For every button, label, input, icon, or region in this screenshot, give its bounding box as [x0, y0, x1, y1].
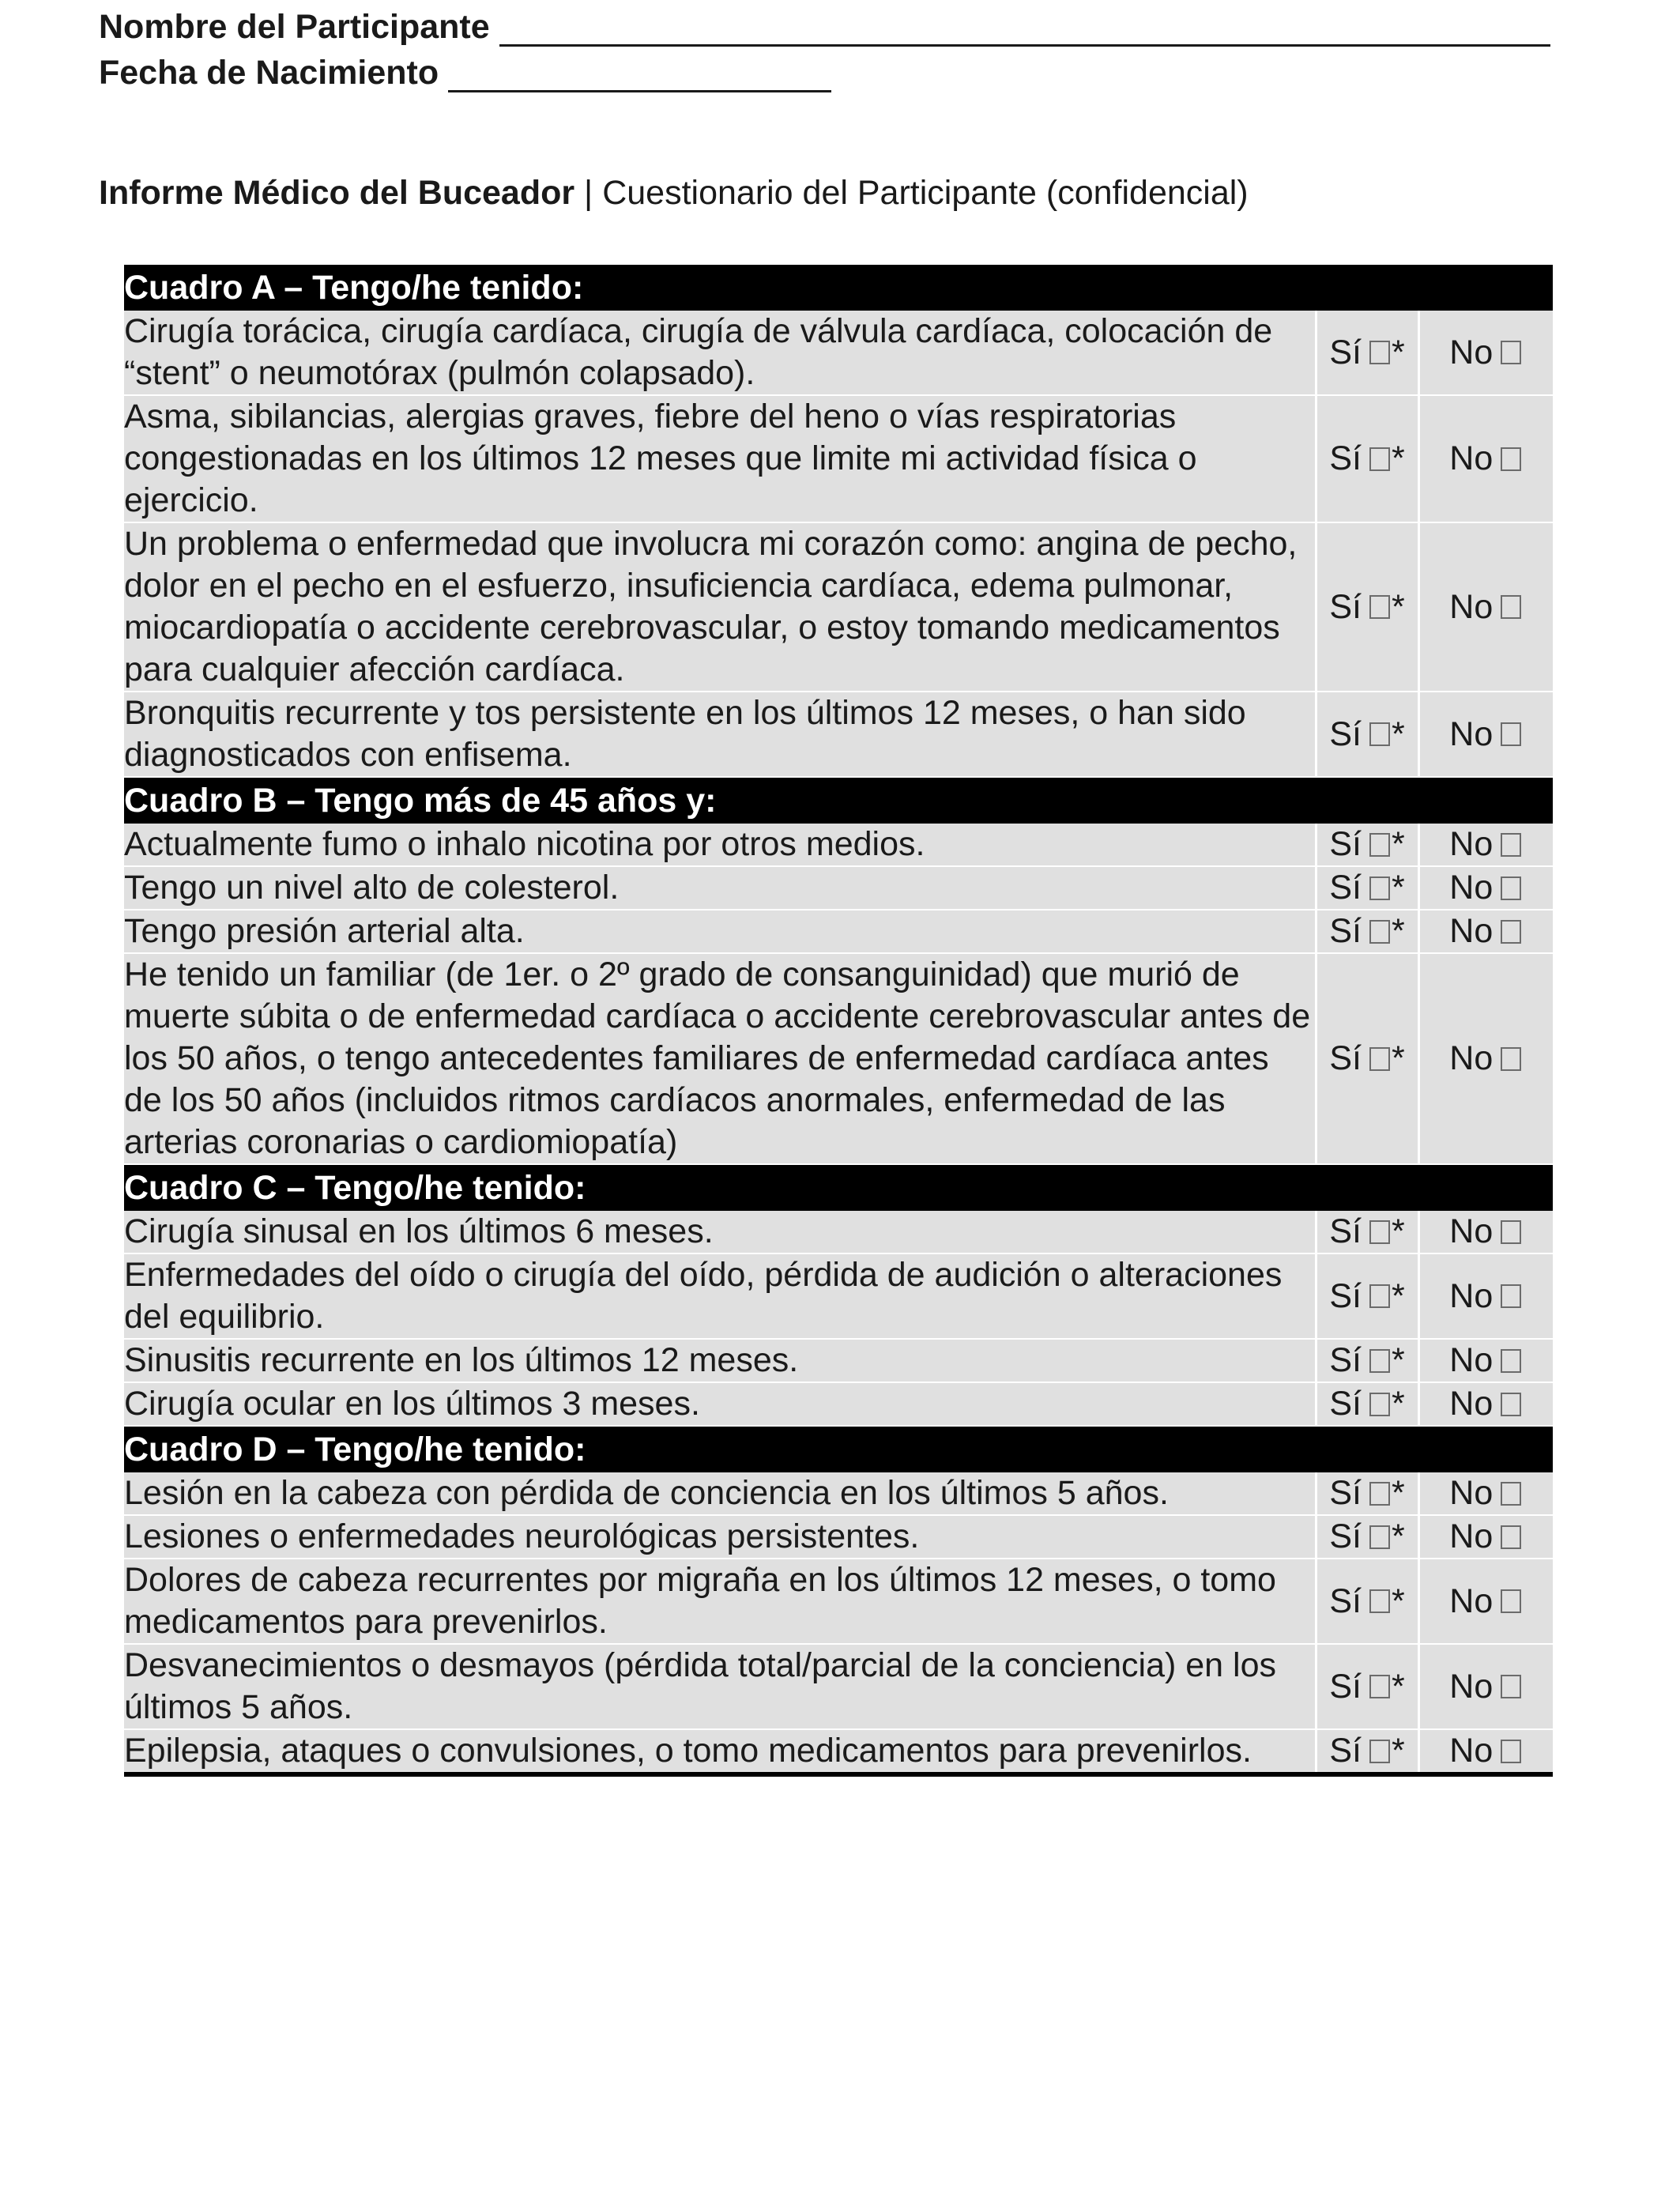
yes-asterisk: * — [1391, 439, 1405, 477]
no-label: No — [1449, 1212, 1494, 1250]
yes-option[interactable] — [1316, 1339, 1418, 1382]
participant-name-field — [99, 8, 1550, 47]
yes-asterisk: * — [1391, 1341, 1405, 1379]
yes-option[interactable] — [1316, 692, 1418, 777]
no-checkbox[interactable] — [1501, 1349, 1521, 1373]
birth-date-blank[interactable] — [448, 63, 831, 92]
question-row — [124, 824, 1553, 866]
no-checkbox[interactable] — [1501, 1220, 1521, 1244]
yes-checkbox[interactable] — [1369, 1349, 1390, 1373]
no-label: No — [1449, 1385, 1494, 1423]
question-row — [124, 910, 1553, 953]
no-option[interactable] — [1418, 910, 1553, 953]
question-text: Asma, sibilancias, alergias graves, fiebre del heno o vías respiratorias congestionadas en los últimos 12 meses que limite mi actividad física o ejercicio. — [124, 395, 1316, 522]
no-checkbox[interactable] — [1501, 1675, 1521, 1698]
no-label: No — [1449, 1581, 1494, 1620]
no-checkbox[interactable] — [1501, 876, 1521, 900]
question-row — [124, 866, 1553, 910]
question-row — [124, 1339, 1553, 1382]
yes-asterisk: * — [1391, 825, 1405, 863]
yes-asterisk: * — [1391, 1474, 1405, 1512]
question-row — [124, 1729, 1553, 1774]
question-row — [124, 1515, 1553, 1559]
no-option[interactable] — [1418, 953, 1553, 1164]
participant-name-blank[interactable] — [499, 17, 1550, 47]
yes-asterisk: * — [1391, 1276, 1405, 1315]
yes-label: Sí — [1329, 1581, 1362, 1620]
yes-asterisk: * — [1391, 1581, 1405, 1620]
yes-asterisk: * — [1391, 1039, 1405, 1077]
yes-checkbox[interactable] — [1369, 1284, 1390, 1308]
question-row — [124, 395, 1553, 522]
no-label: No — [1449, 869, 1494, 907]
yes-checkbox[interactable] — [1369, 833, 1390, 857]
yes-option[interactable] — [1316, 522, 1418, 692]
no-option[interactable] — [1418, 1339, 1553, 1382]
question-row — [124, 1382, 1553, 1426]
yes-label: Sí — [1329, 1667, 1362, 1706]
yes-option[interactable] — [1316, 311, 1418, 395]
yes-label: Sí — [1329, 587, 1362, 626]
question-text: Dolores de cabeza recurrentes por migraña en los últimos 12 meses, o tomo medicamentos para prevenirlos. — [124, 1559, 1316, 1644]
no-checkbox[interactable] — [1501, 1525, 1521, 1549]
question-text: Cirugía torácica, cirugía cardíaca, cirugía de válvula cardíaca, colocación de “stent” o neumotórax (pulmón colapsado). — [124, 311, 1316, 395]
question-text: He tenido un familiar (de 1er. o 2º grado de consanguinidad) que murió de muerte súbita o de enfermedad cardíaca o accidente cerebrovascular antes de los 50 años, o tengo antecedentes familiares de enfermedad cardíaca antes de los 50 años (incluidos ritmos cardíacos anormales, enfermedad de las arterias coronarias o cardiomiopatía) — [124, 953, 1316, 1164]
no-label: No — [1449, 825, 1494, 863]
no-checkbox[interactable] — [1501, 1393, 1521, 1416]
no-option[interactable] — [1418, 522, 1553, 692]
yes-checkbox[interactable] — [1369, 595, 1390, 619]
no-checkbox[interactable] — [1501, 341, 1521, 364]
no-checkbox[interactable] — [1501, 1284, 1521, 1308]
question-row — [124, 1644, 1553, 1729]
yes-label: Sí — [1329, 439, 1362, 477]
no-label: No — [1449, 1667, 1494, 1706]
no-label: No — [1449, 1341, 1494, 1379]
yes-option[interactable] — [1316, 824, 1418, 866]
no-checkbox[interactable] — [1501, 920, 1521, 944]
yes-checkbox[interactable] — [1369, 1482, 1390, 1506]
yes-label: Sí — [1329, 1732, 1362, 1770]
no-option[interactable] — [1418, 1253, 1553, 1339]
yes-checkbox[interactable] — [1369, 722, 1390, 746]
yes-checkbox[interactable] — [1369, 1047, 1390, 1071]
yes-option[interactable] — [1316, 866, 1418, 910]
report-title-separator: | — [574, 174, 603, 212]
question-text: Enfermedades del oído o cirugía del oído, pérdida de audición o alteraciones del equilibrio. — [124, 1253, 1316, 1339]
yes-option[interactable] — [1316, 1729, 1418, 1774]
yes-label: Sí — [1329, 1212, 1362, 1250]
question-row — [124, 1253, 1553, 1339]
yes-option[interactable] — [1316, 953, 1418, 1164]
question-row — [124, 692, 1553, 777]
section-header-d — [124, 1426, 1553, 1472]
section-header-c — [124, 1164, 1553, 1211]
yes-checkbox[interactable] — [1369, 876, 1390, 900]
no-option[interactable] — [1418, 395, 1553, 522]
participant-name-label: Nombre del Participante — [99, 8, 490, 46]
no-option[interactable] — [1418, 1644, 1553, 1729]
no-option[interactable] — [1418, 692, 1553, 777]
no-checkbox[interactable] — [1501, 722, 1521, 746]
medical-questionnaire-table — [124, 265, 1553, 1777]
question-row — [124, 1472, 1553, 1515]
question-text: Actualmente fumo o inhalo nicotina por otros medios. — [124, 824, 1316, 866]
no-checkbox[interactable] — [1501, 833, 1521, 857]
question-text: Tengo presión arterial alta. — [124, 910, 1316, 953]
birth-date-label: Fecha de Nacimiento — [99, 54, 439, 92]
question-row — [124, 953, 1553, 1164]
no-option[interactable] — [1418, 1472, 1553, 1515]
yes-label: Sí — [1329, 1517, 1362, 1555]
question-row — [124, 1211, 1553, 1253]
no-option[interactable] — [1418, 824, 1553, 866]
no-label: No — [1449, 1276, 1494, 1315]
question-text: Cirugía sinusal en los últimos 6 meses. — [124, 1211, 1316, 1253]
report-title-rest: Cuestionario del Participante (confidencial) — [602, 174, 1249, 212]
yes-option[interactable] — [1316, 1644, 1418, 1729]
yes-option[interactable] — [1316, 1559, 1418, 1644]
question-text: Un problema o enfermedad que involucra mi corazón como: angina de pecho, dolor en el pecho en el esfuerzo, insuficiencia cardíaca, edema pulmonar, miocardiopatía o accidente cerebrovascular, o estoy tomando medicamentos para cualquier afección cardíaca. — [124, 522, 1316, 692]
yes-asterisk: * — [1391, 1517, 1405, 1555]
yes-label: Sí — [1329, 869, 1362, 907]
yes-checkbox[interactable] — [1369, 447, 1390, 471]
question-text: Epilepsia, ataques o convulsiones, o tomo medicamentos para prevenirlos. — [124, 1729, 1316, 1774]
yes-asterisk: * — [1391, 714, 1405, 753]
yes-option[interactable] — [1316, 1382, 1418, 1426]
no-checkbox[interactable] — [1501, 447, 1521, 471]
yes-label: Sí — [1329, 1276, 1362, 1315]
question-text: Cirugía ocular en los últimos 3 meses. — [124, 1382, 1316, 1426]
question-text: Desvanecimientos o desmayos (pérdida total/parcial de la conciencia) en los últimos 5 años. — [124, 1644, 1316, 1729]
no-checkbox[interactable] — [1501, 595, 1521, 619]
no-label: No — [1449, 1039, 1494, 1077]
yes-checkbox[interactable] — [1369, 341, 1390, 364]
report-title — [99, 174, 1249, 213]
yes-label: Sí — [1329, 912, 1362, 950]
yes-checkbox[interactable] — [1369, 1740, 1390, 1763]
no-checkbox[interactable] — [1501, 1589, 1521, 1613]
yes-asterisk: * — [1391, 1667, 1405, 1706]
yes-option[interactable] — [1316, 395, 1418, 522]
section-header-b — [124, 777, 1553, 824]
question-row — [124, 1559, 1553, 1644]
yes-label: Sí — [1329, 1039, 1362, 1077]
no-label: No — [1449, 333, 1494, 371]
no-option[interactable] — [1418, 311, 1553, 395]
question-text: Lesión en la cabeza con pérdida de conciencia en los últimos 5 años. — [124, 1472, 1316, 1515]
no-label: No — [1449, 1517, 1494, 1555]
yes-asterisk: * — [1391, 912, 1405, 950]
no-option[interactable] — [1418, 1559, 1553, 1644]
no-checkbox[interactable] — [1501, 1047, 1521, 1071]
question-text: Lesiones o enfermedades neurológicas persistentes. — [124, 1515, 1316, 1559]
no-checkbox[interactable] — [1501, 1740, 1521, 1763]
yes-asterisk: * — [1391, 1732, 1405, 1770]
yes-label: Sí — [1329, 1341, 1362, 1379]
yes-asterisk: * — [1391, 333, 1405, 371]
yes-label: Sí — [1329, 1474, 1362, 1512]
yes-asterisk: * — [1391, 587, 1405, 626]
section-header-a — [124, 265, 1553, 311]
yes-checkbox[interactable] — [1369, 1220, 1390, 1244]
yes-checkbox[interactable] — [1369, 1675, 1390, 1698]
yes-label: Sí — [1329, 714, 1362, 753]
question-text: Tengo un nivel alto de colesterol. — [124, 866, 1316, 910]
yes-label: Sí — [1329, 333, 1362, 371]
question-text: Sinusitis recurrente en los últimos 12 meses. — [124, 1339, 1316, 1382]
no-label: No — [1449, 714, 1494, 753]
yes-option[interactable] — [1316, 1515, 1418, 1559]
question-row — [124, 311, 1553, 395]
yes-option[interactable] — [1316, 910, 1418, 953]
yes-asterisk: * — [1391, 1385, 1405, 1423]
no-label: No — [1449, 587, 1494, 626]
no-option[interactable] — [1418, 1211, 1553, 1253]
yes-option[interactable] — [1316, 1253, 1418, 1339]
yes-asterisk: * — [1391, 1212, 1405, 1250]
no-option[interactable] — [1418, 1515, 1553, 1559]
no-option[interactable] — [1418, 1729, 1553, 1774]
question-text: Bronquitis recurrente y tos persistente en los últimos 12 meses, o han sido diagnosticados con enfisema. — [124, 692, 1316, 777]
section-title: Cuadro C – Tengo/he tenido: — [124, 1164, 1553, 1211]
yes-label: Sí — [1329, 825, 1362, 863]
yes-option[interactable] — [1316, 1211, 1418, 1253]
yes-asterisk: * — [1391, 869, 1405, 907]
no-checkbox[interactable] — [1501, 1482, 1521, 1506]
no-option[interactable] — [1418, 1382, 1553, 1426]
yes-checkbox[interactable] — [1369, 1589, 1390, 1613]
yes-checkbox[interactable] — [1369, 1393, 1390, 1416]
yes-checkbox[interactable] — [1369, 920, 1390, 944]
report-title-bold: Informe Médico del Buceador — [99, 174, 575, 212]
section-title: Cuadro D – Tengo/he tenido: — [124, 1426, 1553, 1472]
yes-label: Sí — [1329, 1385, 1362, 1423]
no-label: No — [1449, 439, 1494, 477]
question-row — [124, 522, 1553, 692]
no-label: No — [1449, 912, 1494, 950]
no-option[interactable] — [1418, 866, 1553, 910]
no-label: No — [1449, 1732, 1494, 1770]
section-title: Cuadro A – Tengo/he tenido: — [124, 265, 1553, 311]
birth-date-field — [99, 54, 831, 92]
no-label: No — [1449, 1474, 1494, 1512]
section-title: Cuadro B – Tengo más de 45 años y: — [124, 777, 1553, 824]
yes-option[interactable] — [1316, 1472, 1418, 1515]
yes-checkbox[interactable] — [1369, 1525, 1390, 1549]
